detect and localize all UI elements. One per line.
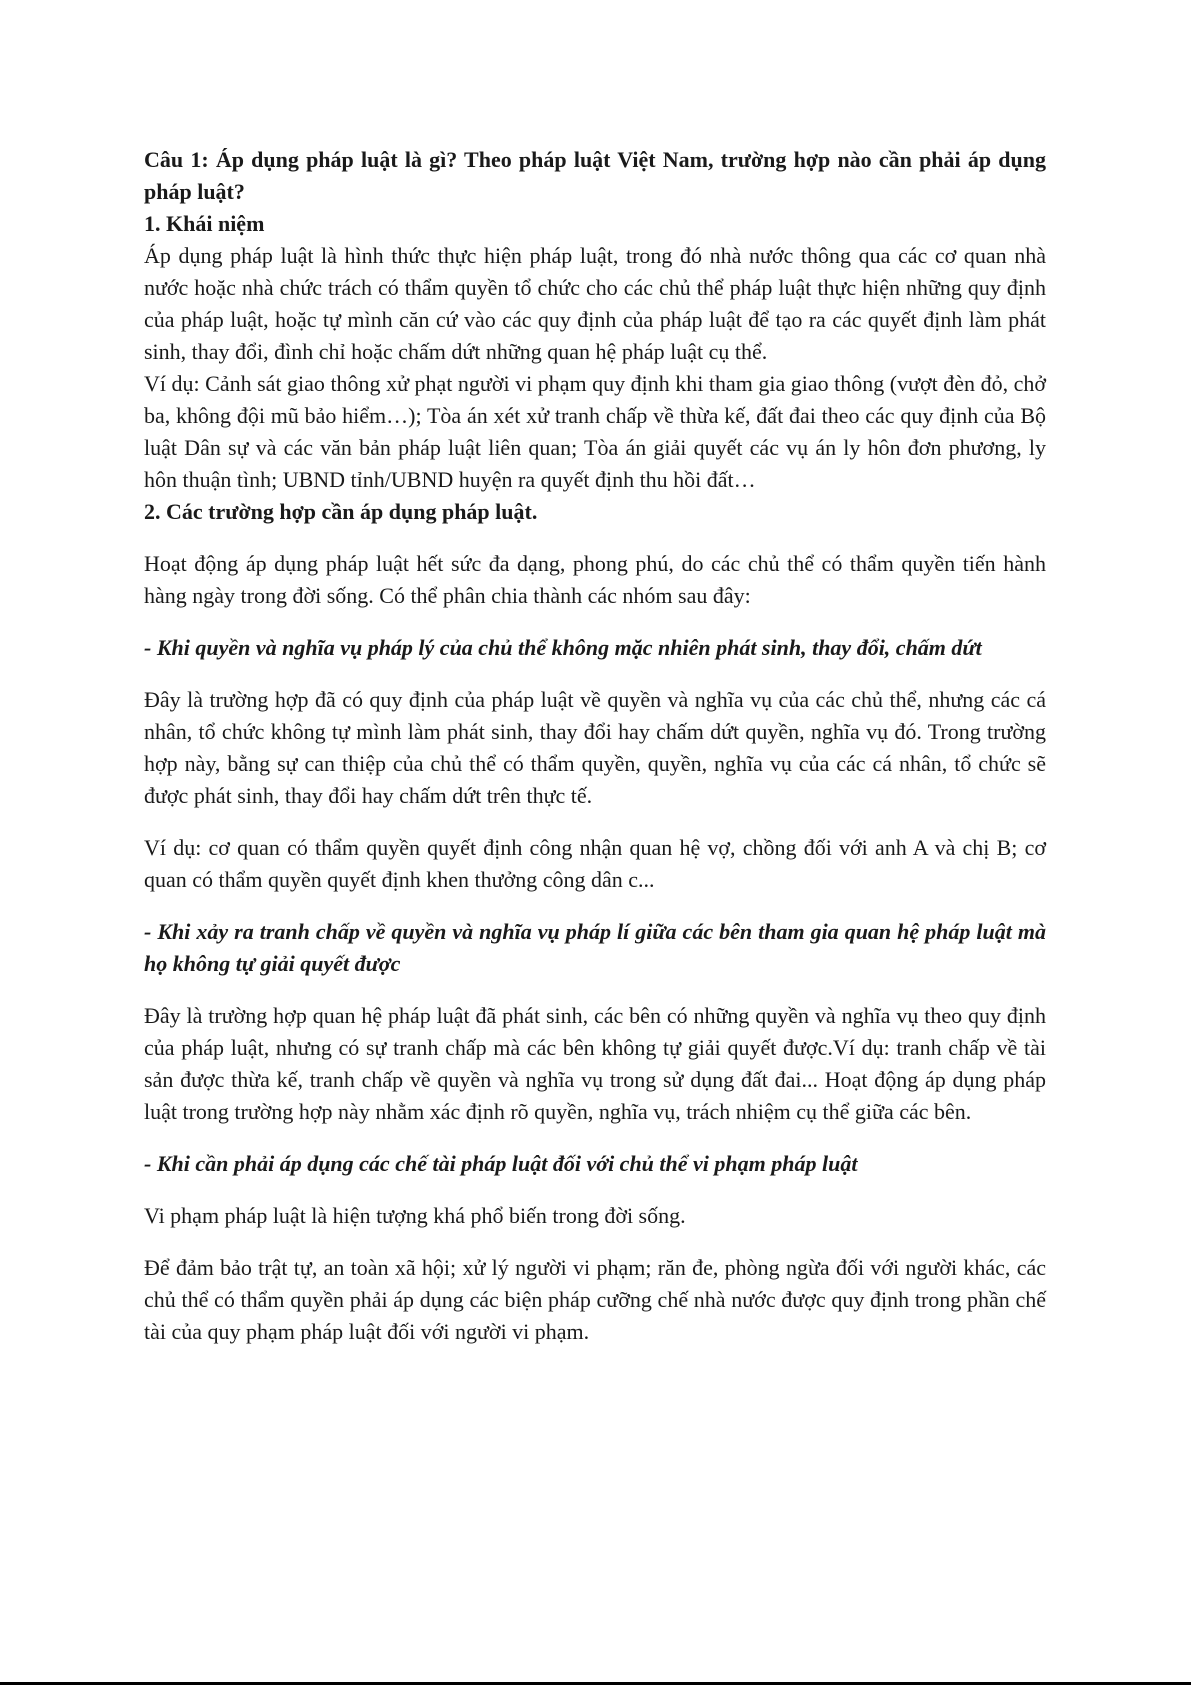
definition-paragraph: Áp dụng pháp luật là hình thức thực hiện pháp luật, trong đó nhà nước thông qua các cơ quan nhà nước hoặc nhà chức trách có thẩm quyền tổ chức cho các chủ thể pháp luật thực hiện những quy định của pháp luật, hoặc tự mình căn cứ vào các quy định của pháp luật để tạo ra các quyết định làm phát sinh, thay đổi, đình chỉ hoặc chấm dứt những quan hệ pháp luật cụ thể. xyxy=(144,243,1046,364)
case-2-title: - Khi xảy ra tranh chấp về quyền và nghĩa vụ pháp lí giữa các bên tham gia quan hệ pháp luật mà họ không tự giải quyết được xyxy=(144,919,1046,976)
case-1-body: Đây là trường hợp đã có quy định của pháp luật về quyền và nghĩa vụ của các chủ thể, nhưng các cá nhân, tổ chức không tự mình làm phát sinh, thay đổi hay chấm dứt quyền, nghĩa vụ đó. Trong trường hợp này, bằng sự can thiệp của chủ thể có thẩm quyền, quyền, nghĩa vụ của các cá nhân, tổ chức sẽ được phát sinh, thay đổi hay chấm dứt trên thực tế. xyxy=(144,687,1046,808)
case-2-body: Đây là trường hợp quan hệ pháp luật đã phát sinh, các bên có những quyền và nghĩa vụ theo quy định của pháp luật, nhưng có sự tranh chấp mà các bên không tự giải quyết được.Ví dụ: tranh chấp về tài sản được thừa kế, tranh chấp về quyền và nghĩa vụ trong sử dụng đất đai... Hoạt động áp dụng pháp luật trong trường hợp này nhằm xác định rõ quyền, nghĩa vụ, trách nhiệm cụ thể giữa các bên. xyxy=(144,1003,1046,1124)
section-2-intro: Hoạt động áp dụng pháp luật hết sức đa dạng, phong phú, do các chủ thể có thẩm quyền tiến hành hàng ngày trong đời sống. Có thể phân chia thành các nhóm sau đây: xyxy=(144,551,1046,608)
section-1-heading: 1. Khái niệm xyxy=(144,211,265,236)
case-1-example: Ví dụ: cơ quan có thẩm quyền quyết định công nhận quan hệ vợ, chồng đối với anh A và chị B; cơ quan có thẩm quyền quyết định khen thưởng công dân c... xyxy=(144,835,1046,892)
question-title: Câu 1: Áp dụng pháp luật là gì? Theo pháp luật Việt Nam, trường hợp nào cần phải áp dụng pháp luật? xyxy=(144,147,1046,204)
section-2-heading: 2. Các trường hợp cần áp dụng pháp luật. xyxy=(144,499,538,524)
document-page xyxy=(144,144,1046,1348)
case-3-body-1: Vi phạm pháp luật là hiện tượng khá phổ biến trong đời sống. xyxy=(144,1203,686,1228)
case-1-title: - Khi quyền và nghĩa vụ pháp lý của chủ thể không mặc nhiên phát sinh, thay đổi, chấm dứt xyxy=(144,635,982,660)
example-paragraph: Ví dụ: Cảnh sát giao thông xử phạt người vi phạm quy định khi tham gia giao thông (vượt đèn đỏ, chở ba, không đội mũ bảo hiểm…); Tòa án xét xử tranh chấp về thừa kế, đất đai theo các quy định của Bộ luật Dân sự và các văn bản pháp luật liên quan; Tòa án giải quyết các vụ án ly hôn đơn phương, ly hôn thuận tình; UBND tỉnh/UBND huyện ra quyết định thu hồi đất… xyxy=(144,371,1046,492)
case-3-body-2: Để đảm bảo trật tự, an toàn xã hội; xử lý người vi phạm; răn đe, phòng ngừa đối với người khác, các chủ thể có thẩm quyền phải áp dụng các biện pháp cưỡng chế nhà nước được quy định trong phần chế tài của quy phạm pháp luật đối với người vi phạm. xyxy=(144,1255,1046,1344)
case-3-title: - Khi cần phải áp dụng các chế tài pháp luật đối với chủ thể vi phạm pháp luật xyxy=(144,1151,858,1176)
